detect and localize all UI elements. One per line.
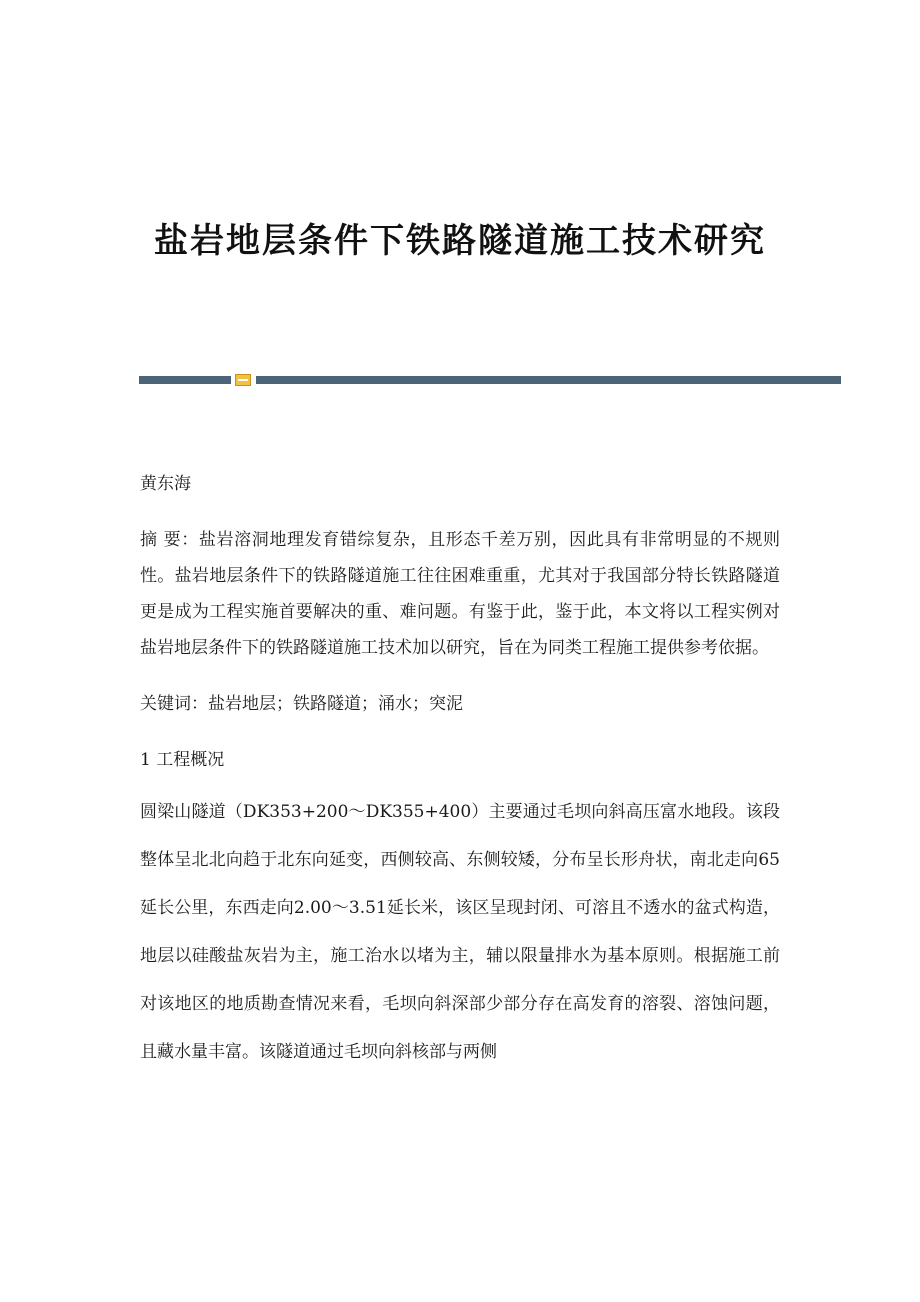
body-paragraph: 圆梁山隧道（DK353+200～DK355+400）主要通过毛坝向斜高压富水地段。该段整体呈北北向趋于北东向延变，西侧较高、东侧较矮，分布呈长形舟状，南北走向65延长公里，东西走向2.00～3.51延长米，该区呈现封闭、可溶且不透水的盆式构造，地层以硅酸盐灰岩为主，施工治水以堵为主，辅以限量排水为基本原则。根据施工前对该地区的地质勘查情况来看，毛坝向斜深部少部分存在高发育的溶裂、溶蚀问题，且藏水量丰富。该隧道通过毛坝向斜核部与两侧 [140, 802, 780, 1062]
divider-ornament-icon [235, 374, 251, 386]
document-title: 盐岩地层条件下铁路隧道施工技术研究 [154, 221, 766, 261]
keywords-line: 关键词：盐岩地层；铁路隧道；涌水；突泥 [140, 694, 463, 714]
divider-bar-left [139, 376, 231, 384]
title-divider [139, 374, 841, 386]
abstract-paragraph: 摘 要：盐岩溶洞地理发育错综复杂，且形态千差万别，因此具有非常明显的不规则性。盐岩地层条件下的铁路隧道施工往往困难重重，尤其对于我国部分特长铁路隧道更是成为工程实施首要解决的重、难问题。有鉴于此，鉴于此，本文将以工程实例对盐岩地层条件下的铁路隧道施工技术加以研究，旨在为同类工程施工提供参考依据。 [140, 530, 780, 658]
author-name: 黄东海 [140, 474, 191, 494]
section-heading: 1 工程概况 [140, 750, 225, 770]
document-body [140, 466, 780, 1096]
divider-bar-right [256, 376, 841, 384]
